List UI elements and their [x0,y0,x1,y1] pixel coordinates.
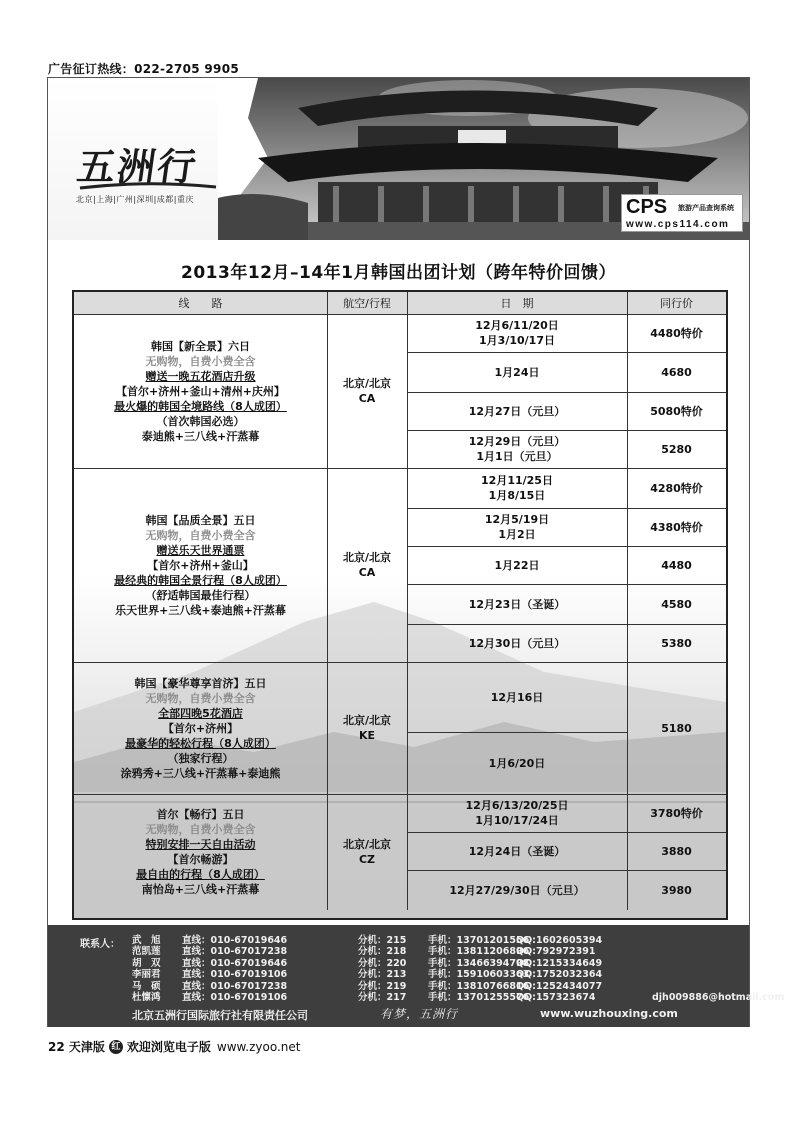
contact-qq: QQ:792972391 [516,946,596,958]
route-line: 泰迪熊+三八线+汗蒸幕 [141,429,260,443]
contact-qq: QQ:1252434077 [516,980,603,992]
table-divider [627,314,628,468]
edition-label: 天津版 [68,1040,105,1054]
contact-name: 范凯莲 [132,946,161,958]
trade-price [627,870,726,910]
contact-row [132,946,732,957]
contact-tel[interactable]: 直线：010-67019646 [182,957,288,969]
cell-line: 12月6/13/20/25日 [465,799,569,812]
cell-line: 4280特价 [650,481,703,495]
trade-price [627,794,726,832]
contact-email[interactable]: djh009886@hotmail.com [652,992,785,1003]
route-line: 特别安排一天自由活动 [145,838,256,851]
departure-date [407,314,627,352]
route-line: 首尔【畅行】五日 [156,808,245,821]
contact-qq: QQ:1602605394 [516,935,603,946]
airline-itinerary [327,794,407,910]
cell-line: 5380 [661,636,692,650]
cell-line: KE [358,729,376,742]
cell-line: 北京/北京 [342,551,392,564]
table-divider [627,468,628,662]
contact-ext: 分机：215 [358,935,407,946]
trade-price [627,624,726,662]
cell-line: 1月10/17/24日 [475,814,559,827]
cps-system-name: 旅游产品查询系统 [678,204,734,212]
table-divider [327,314,328,468]
route-line: 最经典的韩国全景行程（8人成团） [114,573,287,587]
route-line: 涂鸦秀+三八线+汗蒸幕+泰迪熊 [120,766,281,780]
page-title: 2013年12月–14年1月韩国出团计划（跨年特价回馈） [181,263,616,283]
contact-row [132,992,785,1003]
cell-line: 1月2日 [498,528,536,541]
footer-url[interactable]: www.zyoo.net [216,1039,301,1054]
column-header: 日 期 [407,292,627,314]
contact-tel[interactable]: 直线：010-67017238 [182,980,288,992]
route-line: 【首尔+济州】 [162,721,239,735]
cell-line: 1月3/10/17日 [479,334,555,347]
route-line: 无购物，自费小费全含 [145,691,256,705]
contact-tel[interactable]: 直线：010-67017238 [182,946,288,958]
trade-price [627,392,726,430]
contact-name: 胡 双 [132,957,161,969]
cell-line: CZ [358,853,376,866]
table-divider [407,314,408,468]
trade-price [627,314,726,352]
banner [48,78,749,240]
route-line: （独家行程） [167,751,234,765]
cell-line: 3980 [661,883,692,897]
cps-url[interactable]: www.cps114.com [626,219,730,230]
departure-date [407,430,627,468]
cell-line: 3880 [661,844,692,858]
slogan-signature: 有梦，五洲行 [380,1007,459,1021]
route-line: 赠送一晚五花酒店升级 [145,369,256,383]
trade-price [627,546,726,584]
contact-ext: 分机：218 [358,946,407,958]
table-divider [407,292,408,314]
route-description [74,794,327,910]
contact-mobile[interactable]: 手机：15910603363 [428,969,530,981]
departure-date [407,352,627,392]
cell-line: 12月27日（元旦） [468,404,566,418]
contact-name: 武 旭 [132,935,161,946]
route-line: 无购物，自费小费全含 [145,823,256,836]
table-divider [327,662,328,794]
contact-mobile[interactable]: 手机：13466394798 [428,957,530,969]
route-line: 乐天世界+三八线+泰迪熊+汗蒸幕 [115,603,286,617]
contact-row [132,958,732,969]
column-header: 航空/行程 [327,292,407,314]
contact-ext: 分机：219 [358,980,407,992]
red-badge-icon: 红 [109,1040,123,1054]
airline-itinerary [327,314,407,468]
contact-tel[interactable]: 直线：010-67019646 [182,935,288,946]
route-line: 无购物，自费小费全含 [145,354,256,368]
airline-itinerary [327,468,407,662]
trade-price [627,508,726,546]
cell-line: 1月22日 [494,558,540,572]
contact-mobile[interactable]: 手机：13701201556 [428,935,530,946]
trade-price [627,430,726,468]
ad-hotline: 广告征订热线：022-2705 9905 [48,62,240,76]
contact-row [132,981,732,992]
route-line: 【首尔+济州+釜山】 [147,558,254,572]
contact-tel[interactable]: 直线：010-67019106 [182,969,288,981]
cell-line: 1月6/20日 [488,756,546,770]
page-footer [48,1038,300,1055]
contacts-label: 联系人： [80,939,120,950]
contact-ext: 分机：217 [358,992,407,1003]
route-description [74,662,327,794]
cell-line: CA [358,392,376,405]
cell-line: 4680 [661,365,692,379]
welcome-text: 欢迎浏览电子版 [126,1040,211,1054]
route-description [74,468,327,662]
brush-stroke [78,182,218,192]
cell-line: 北京/北京 [342,377,392,390]
cell-line: 1月8/15日 [488,489,546,502]
cell-line: 4380特价 [650,520,703,534]
route-line: 韩国【豪华尊享首济】五日 [134,676,267,690]
route-line: 韩国【新全景】六日 [151,339,250,353]
contact-qq: QQ:157323674 [516,992,596,1003]
contact-mobile[interactable]: 手机：13811206896 [428,946,530,958]
route-line: 全部四晚5花酒店 [158,706,243,720]
company-name: 北京五洲行国际旅行社有限责任公司 [132,1009,308,1022]
contact-name: 杜懔鸿 [132,992,161,1003]
departure-date [407,508,627,546]
table-divider [327,292,328,314]
cps-mark: CPS [626,196,668,218]
departure-date [407,832,627,870]
page-number: 22 [48,1039,65,1054]
trade-price [627,352,726,392]
tour-schedule-table [72,290,728,920]
cell-line: 12月6/11/20日 [475,319,559,332]
table-divider [407,732,627,733]
cell-line: 1月24日 [494,365,540,379]
route-line: 韩国【品质全景】五日 [145,513,256,527]
departure-date [407,732,627,794]
trade-price [627,468,726,508]
cell-line: 北京/北京 [342,714,392,727]
cell-line: 5180 [661,721,692,735]
departure-date [407,392,627,430]
cell-line: 12月5/19日 [484,513,550,526]
route-line: 【首尔畅游】 [167,853,234,866]
route-line: 最自由的行程（8人成团） [136,868,265,881]
contact-mobile[interactable]: 手机：13810766816 [428,980,530,992]
column-header: 线 路 [74,292,327,314]
table-divider [407,794,408,910]
departure-date [407,870,627,910]
contact-qq: QQ:1752032364 [516,969,603,981]
cps-logo [621,194,743,232]
cell-line: 12月16日 [490,690,544,704]
trade-price [627,662,726,794]
cell-line: 5280 [661,442,692,456]
cell-line: 12月11/25日 [481,474,553,487]
contact-row [132,935,732,946]
contact-mobile[interactable]: 手机：13701255576 [428,992,530,1003]
logo-text: 五洲行 [74,144,201,189]
table-divider [627,292,628,314]
cell-line: 北京/北京 [342,838,392,851]
cell-line: 4580 [661,597,692,611]
cell-line: CA [358,566,376,579]
route-line: 最火爆的韩国全境路线（8人成团） [114,399,287,413]
departure-date [407,662,627,732]
cell-line: 4480特价 [650,326,703,340]
cell-line: 12月30日（元旦） [468,636,566,650]
route-line: 最豪华的轻松行程（8人成团） [125,736,276,750]
departure-date [407,584,627,624]
table-divider [407,468,408,662]
airline-itinerary [327,662,407,794]
contact-name: 马 硕 [132,980,161,992]
trade-price [627,832,726,870]
route-line: （舒适韩国最佳行程） [145,588,256,602]
contact-panel [48,925,785,1027]
route-line: 赠送乐天世界通票 [156,543,245,557]
contact-ext: 分机：213 [358,969,407,981]
contact-tel[interactable]: 直线：010-67019106 [182,992,288,1003]
contact-ext: 分机：220 [358,957,407,969]
cell-line: 1月1日（元旦） [476,450,558,463]
table-divider [327,468,328,662]
cell-line: 12月24日（圣诞） [468,844,566,858]
cell-line: 12月23日（圣诞） [468,597,566,611]
route-line: （首次韩国必选） [156,414,245,428]
advertisement-frame [47,77,785,1027]
cell-line: 5080特价 [650,404,703,418]
column-header: 同行价 [627,292,726,314]
contact-qq: QQ:1215334649 [516,957,603,969]
contact-row [132,969,732,980]
cell-line: 12月27/29/30日（元旦） [449,883,585,897]
route-line: 无购物，自费小费全含 [145,528,256,542]
table-divider [627,662,628,794]
cell-line: 3780特价 [650,806,703,820]
contact-name: 李丽君 [132,969,161,981]
departure-date [407,624,627,662]
route-description [74,314,327,468]
departure-date [407,468,627,508]
cell-line: 4480 [661,558,692,572]
company-logo [68,128,228,218]
cell-line: 12月29日（元旦） [468,435,566,448]
table-divider [627,794,628,910]
route-line: 【首尔+济州+釜山+清州+庆州】 [116,384,285,398]
logo-cities: 北京|上海|广州|深圳|成都|重庆 [76,195,194,204]
departure-date [407,546,627,584]
table-divider [407,662,408,794]
route-line: 南怡岛+三八线+汗蒸幕 [141,883,260,896]
table-divider [327,794,328,910]
departure-date [407,794,627,832]
trade-price [627,584,726,624]
company-website[interactable]: www.wuzhouxing.com [540,1007,678,1020]
